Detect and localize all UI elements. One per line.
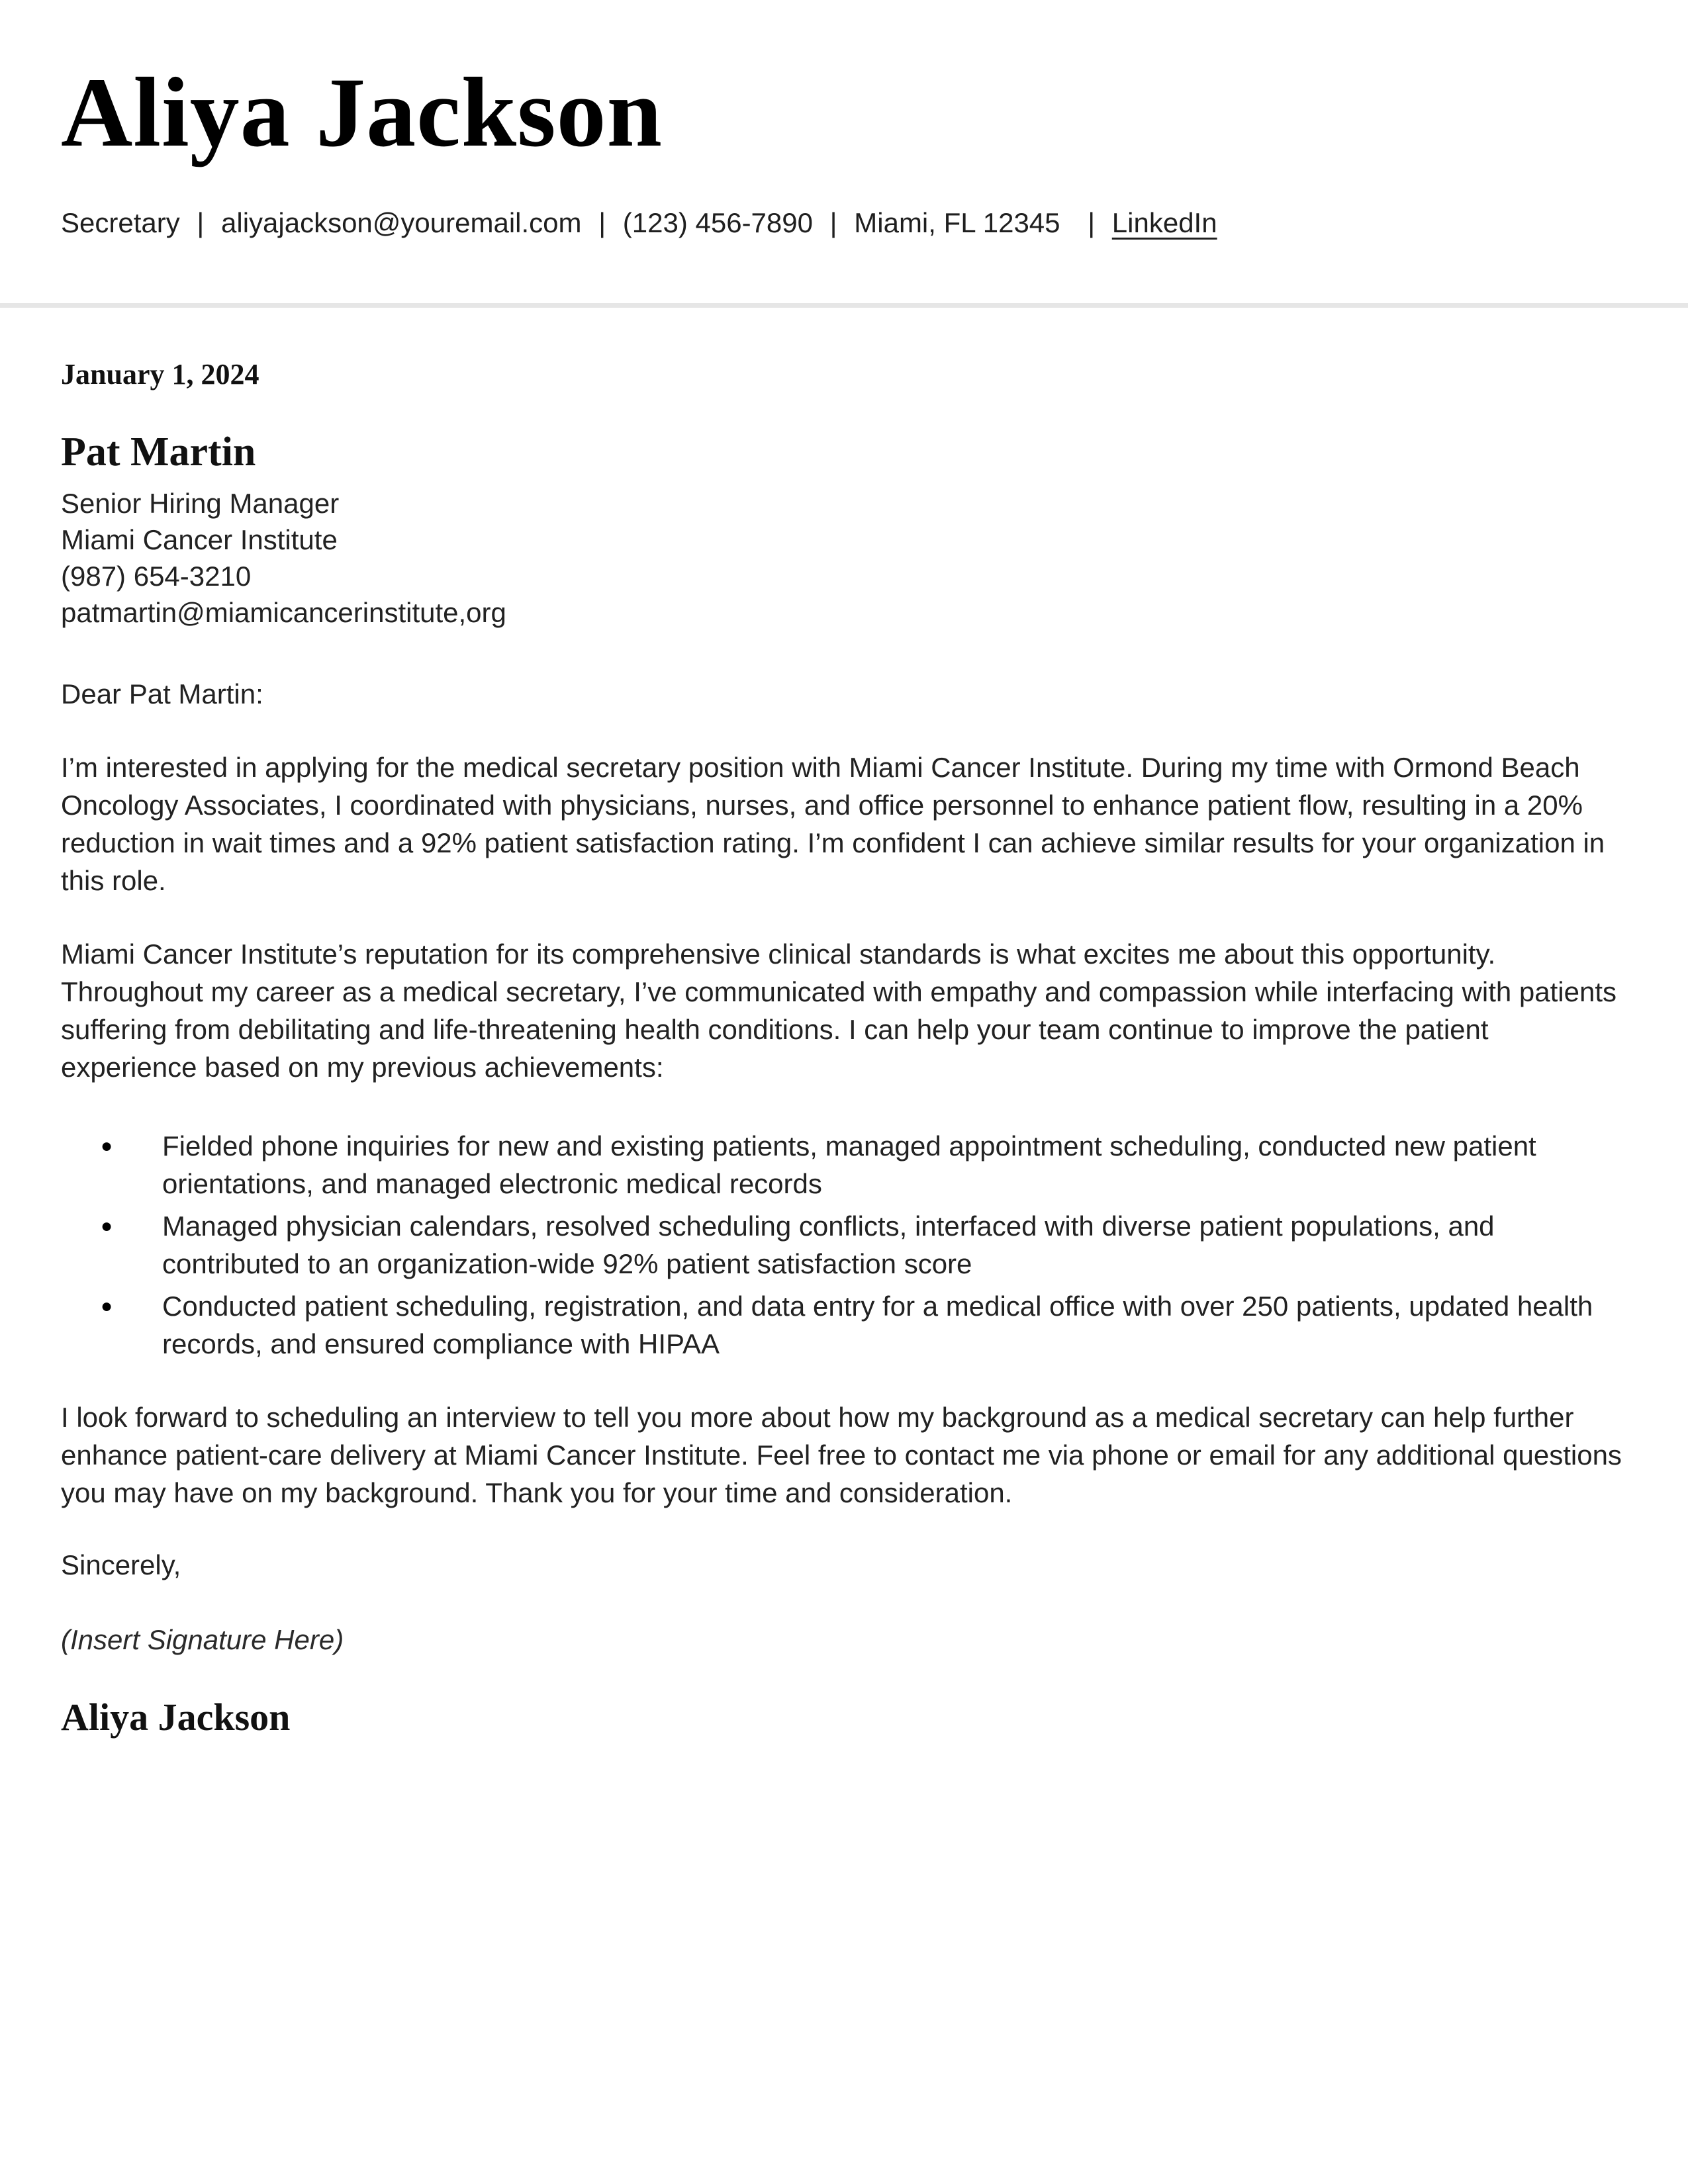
contact-location: Miami, FL 12345 [854,207,1060,238]
recipient-title: Senior Hiring Manager [61,488,340,519]
contact-separator: | [598,207,606,238]
salutation: Dear Pat Martin: [61,678,263,709]
list-item [61,1287,1627,1363]
paragraph-intro: I’m interested in applying for the medical secretary position with Miami Cancer Institute. During my time with Ormond Beach Oncology Associates, I coordinated with physicians, nurses, and office personnel to enhance patient flow, resulting in a 20% reduction in wait times and a 92% patient satisfaction rating. I’m confident I can achieve similar results for your organization in this role. [61,752,1605,896]
letter-body [61,355,1627,1741]
recipient-name: Pat Martin [61,430,256,475]
contact-phone: (123) 456-7890 [622,207,813,238]
signoff: Sincerely, [61,1549,181,1580]
header-divider [0,303,1688,308]
list-item [61,1127,1627,1203]
letter-header [61,58,1627,240]
linkedin-link[interactable]: LinkedIn [1111,207,1217,238]
recipient-company: Miami Cancer Institute [61,524,338,555]
contact-separator: | [197,207,205,238]
candidate-name: Aliya Jackson [61,58,663,167]
list-item-text: Fielded phone inquiries for new and existing patients, managed appointment scheduling, conducted new patient orientations, and managed electronic medical records [162,1130,1536,1199]
bullet-icon: ● [101,1215,113,1237]
contact-line [61,206,1627,240]
signature-name: Aliya Jackson [61,1696,291,1739]
list-item-text: Managed physician calendars, resolved scheduling conflicts, interfaced with diverse patient populations, and contributed to an organization-wide 92% patient satisfaction score [162,1210,1495,1279]
paragraph-motivation: Miami Cancer Institute’s reputation for its comprehensive clinical standards is what excites me about this opportunity. Throughout my career as a medical secretary, I’ve communicated with empathy and compassion while interfacing with patients suffering from debilitating and life-threatening health conditions. I can help your team continue to improve the patient experience based on my previous achievements: [61,938,1617,1083]
signature-placeholder: (Insert Signature Here) [61,1624,344,1655]
achievements-list [61,1127,1627,1363]
list-item-text: Conducted patient scheduling, registration, and data entry for a medical office with over 250 patients, updated health records, and ensured compliance with HIPAA [162,1291,1593,1359]
paragraph-closing: I look forward to scheduling an interview to tell you more about how my background as a medical secretary can help further enhance patient-care delivery at Miami Cancer Institute. Feel free to contact me via phone or email for any additional questions you may have on my background. Thank you for your time and consideration. [61,1402,1622,1508]
contact-separator: | [829,207,837,238]
bullet-icon: ● [101,1135,113,1157]
recipient-email: patmartin@miamicancerinstitute,org [61,597,506,628]
contact-role: Secretary [61,207,180,238]
contact-separator: | [1088,207,1096,238]
bullet-icon: ● [101,1295,113,1317]
contact-email: aliyajackson@youremail.com [221,207,582,238]
recipient-phone: (987) 654-3210 [61,561,252,592]
letter-date: January 1, 2024 [61,358,259,390]
list-item [61,1207,1627,1283]
